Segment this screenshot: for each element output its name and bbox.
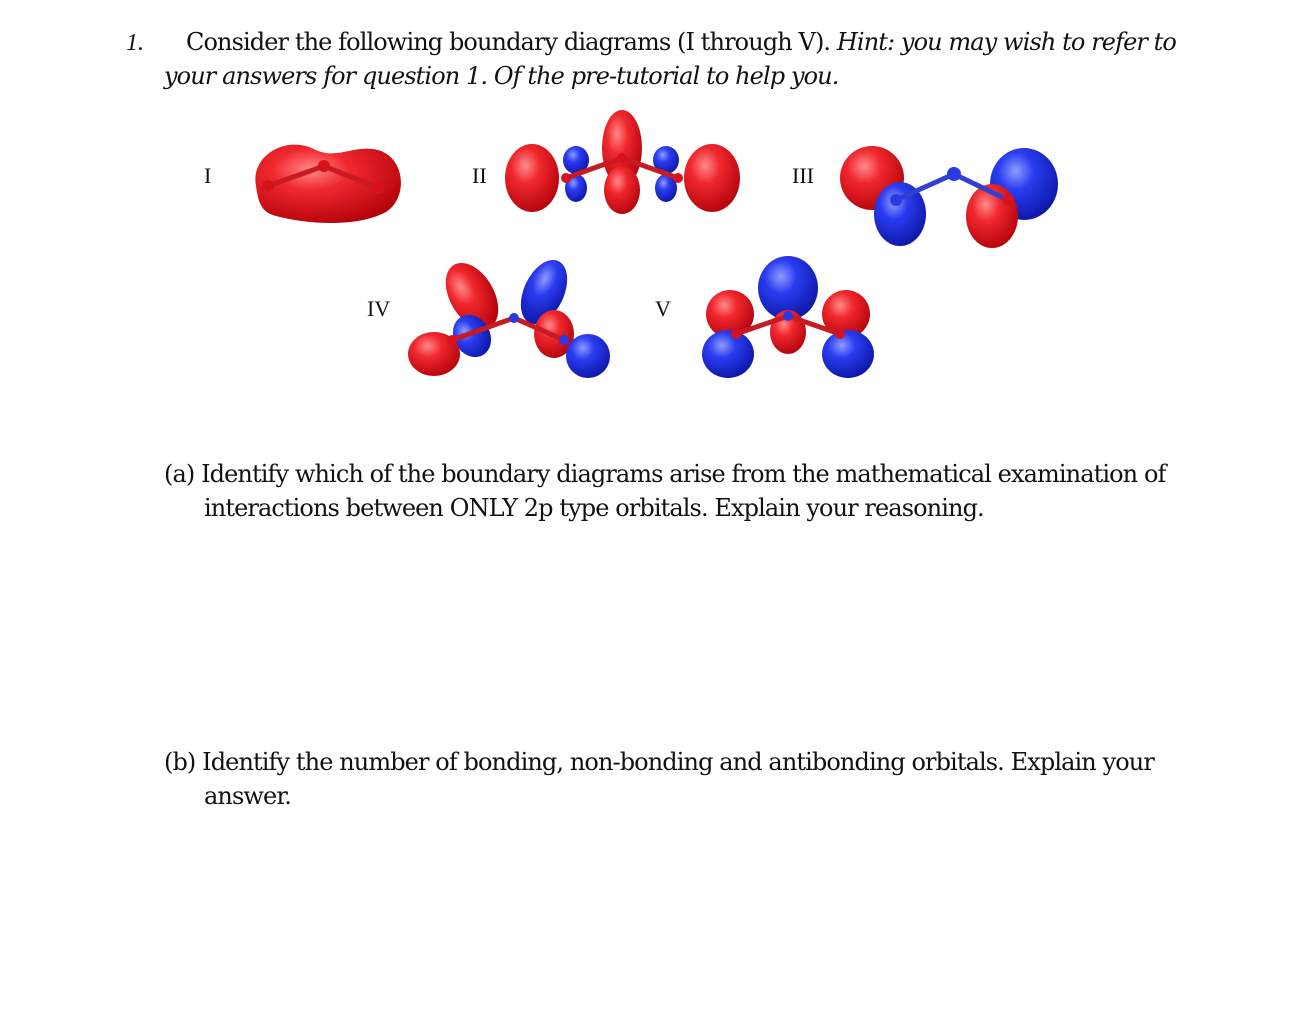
part-b-line2: answer. (204, 782, 291, 810)
orbital-V-lobe (822, 330, 874, 378)
part-a-line2: interactions between ONLY 2p type orbitals. Explain your reasoning. (204, 494, 984, 522)
orbital-II-atom (617, 153, 627, 163)
orbital-II-atom (561, 173, 571, 183)
orbital-V-atom (783, 311, 793, 321)
orbital-IV-atom (509, 313, 519, 323)
orbital-diagram-I (246, 128, 406, 224)
orbital-III-atom (890, 194, 902, 206)
orbital-III-atom (947, 167, 961, 181)
orbital-V-lobe (702, 330, 754, 378)
orbital-II-atom (673, 173, 683, 183)
orbital-I-atom (318, 160, 330, 172)
diagram-label-IV: IV (367, 296, 391, 321)
orbital-V-atom (731, 329, 741, 339)
part-a-line1: (a) Identify which of the boundary diagrams arise from the mathematical examination of (164, 460, 1166, 488)
question-text-line1 (186, 28, 1176, 56)
orbital-II-lobe (684, 144, 740, 212)
diagram-label-II: II (472, 163, 487, 188)
diagram-label-I: I (204, 163, 212, 188)
question-number: 1. (126, 30, 144, 56)
hint-text-line1: Hint: you may wish to refer to (836, 28, 1176, 56)
orbital-diagram-V (698, 254, 878, 382)
diagram-label-III: III (792, 163, 814, 188)
orbital-IV-atom (559, 335, 569, 345)
orbital-diagram-III (838, 140, 1060, 252)
part-b-line1: (b) Identify the number of bonding, non-bonding and antibonding orbitals. Explain your (164, 748, 1154, 776)
orbital-diagram-II (502, 108, 748, 218)
orbital-II-lobe (505, 144, 559, 212)
orbital-II-lobe (604, 166, 640, 214)
orbital-V-atom (835, 329, 845, 339)
diagram-label-V: V (655, 296, 671, 321)
question-main-text: Consider the following boundary diagrams (I through V). (186, 28, 831, 56)
orbital-IV-atom (447, 335, 457, 345)
orbital-diagram-IV (404, 256, 614, 384)
hint-text-line2: your answers for question 1. Of the pre-tutorial to help you. (164, 62, 839, 90)
orbital-I-atom (372, 182, 384, 194)
orbital-IV-lobe (566, 334, 610, 378)
orbital-I-atom (262, 180, 274, 192)
orbital-III-atom (1002, 194, 1014, 206)
